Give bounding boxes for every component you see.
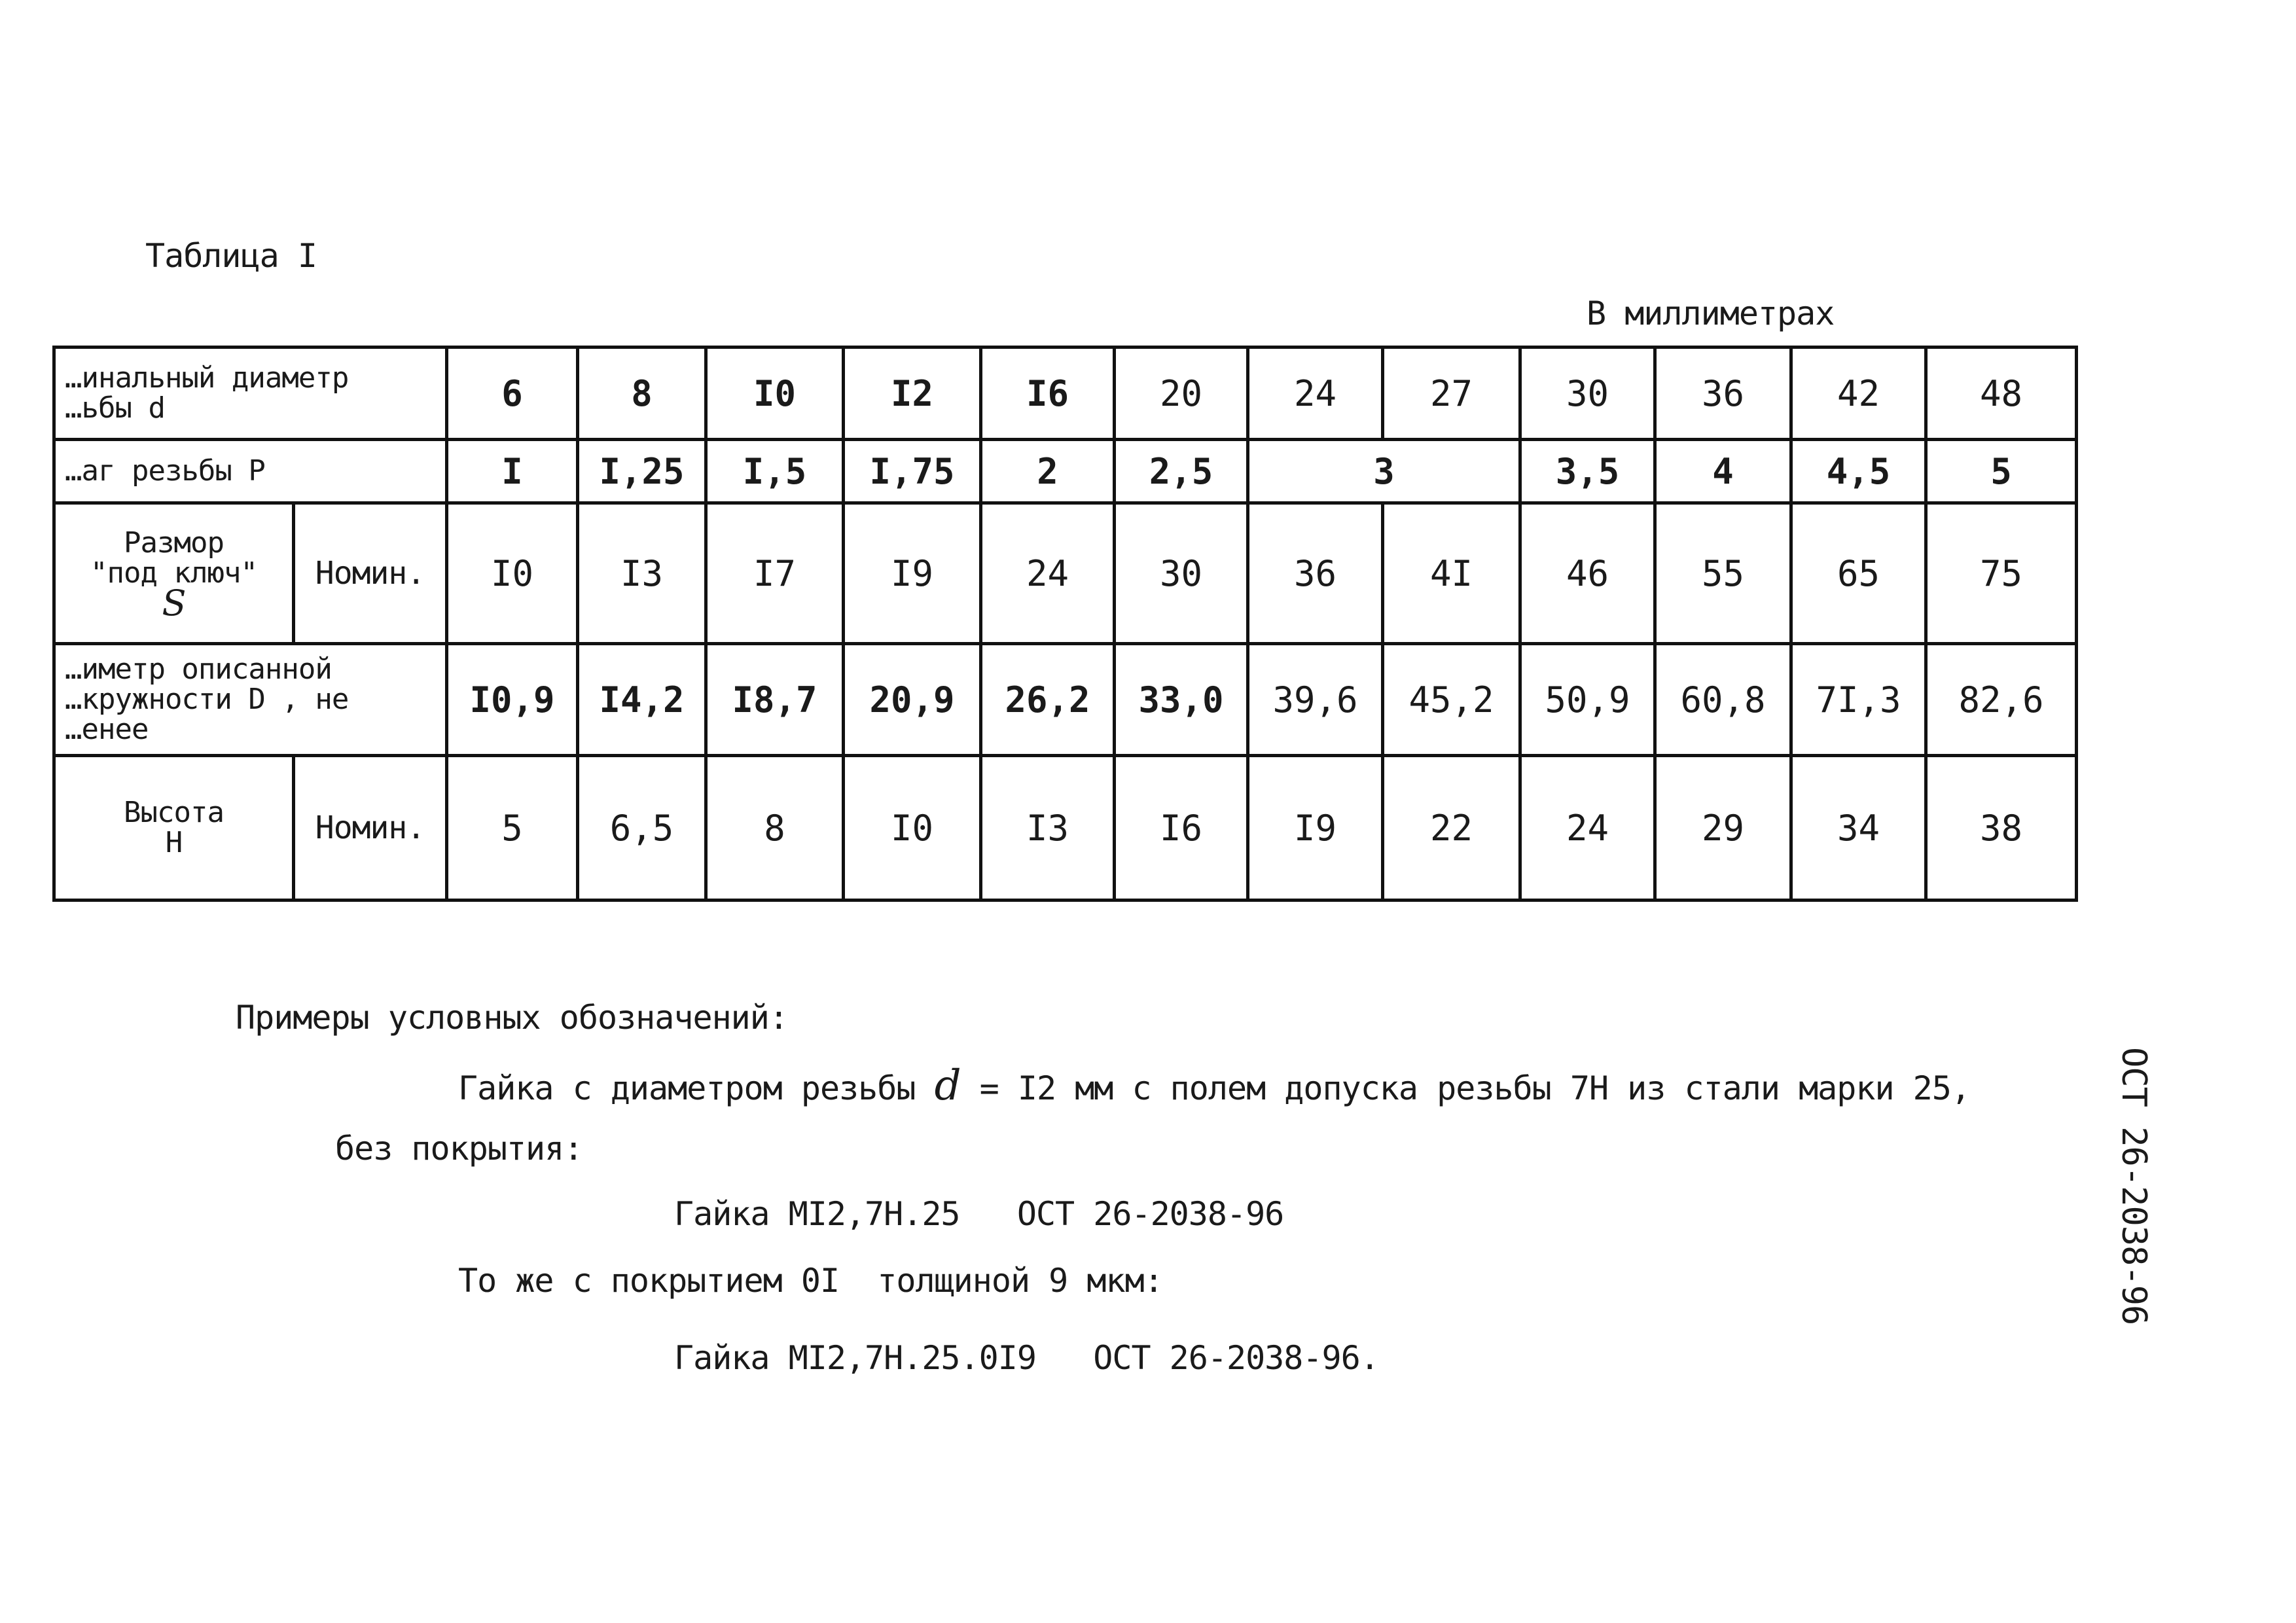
table-cell: 4	[1655, 440, 1791, 503]
table-cell: I0,9	[447, 644, 578, 756]
table-cell: I0	[447, 503, 578, 644]
table-cell: I9	[1248, 756, 1383, 901]
table-cell: 29	[1655, 756, 1791, 901]
table-cell: I,75	[844, 440, 981, 503]
table-cell: 27	[1383, 348, 1520, 440]
table-cell: 36	[1248, 503, 1383, 644]
table-cell: 7I,3	[1791, 644, 1926, 756]
row-label-circumscribed-diameter: …иметр описанной …кружности D , не …енее	[54, 644, 447, 756]
table-cell: 22	[1383, 756, 1520, 901]
table-cell: I3	[981, 756, 1115, 901]
dimensions-table	[52, 346, 2078, 902]
table-cell: I8,7	[706, 644, 844, 756]
row-label-thread-pitch: …аг резьбы P	[54, 440, 447, 503]
table-cell: I0	[844, 756, 981, 901]
table-cell: 20	[1115, 348, 1248, 440]
table-cell: 42	[1791, 348, 1926, 440]
table-cell: 30	[1115, 503, 1248, 644]
table-cell: 3	[1248, 440, 1520, 503]
row-sublabel-nominal: Номин.	[294, 756, 447, 901]
table-cell: 5	[447, 756, 578, 901]
table-cell: I7	[706, 503, 844, 644]
table-cell: I6	[981, 348, 1115, 440]
table-cell: 55	[1655, 503, 1791, 644]
table-cell: 48	[1926, 348, 2077, 440]
table-cell: 39,6	[1248, 644, 1383, 756]
table-cell: I0	[706, 348, 844, 440]
row-sublabel-nominal: Номин.	[294, 503, 447, 644]
table-cell: 24	[981, 503, 1115, 644]
table-cell: 4I	[1383, 503, 1520, 644]
table-cell: 6	[447, 348, 578, 440]
example-description-continuation: без покрытия:	[335, 1130, 583, 1168]
table-cell: 82,6	[1926, 644, 2077, 756]
table-cell: 33,0	[1115, 644, 1248, 756]
table-cell: 45,2	[1383, 644, 1520, 756]
table-cell: 2,5	[1115, 440, 1248, 503]
table-cell: 50,9	[1520, 644, 1655, 756]
table-cell: I,5	[706, 440, 844, 503]
table-cell: 75	[1926, 503, 2077, 644]
table-cell: 60,8	[1655, 644, 1791, 756]
table-row	[54, 644, 2077, 756]
table-cell: 65	[1791, 503, 1926, 644]
table-cell: 20,9	[844, 644, 981, 756]
example-description-line: Гайка с диаметром резьбы d = I2 мм с полем допуска резьбы 7Н из стали марки 25,	[458, 1061, 1970, 1110]
table-cell: 34	[1791, 756, 1926, 901]
row-label-height: Высота Н	[54, 756, 294, 901]
table-row	[54, 348, 2077, 440]
table-cell: I3	[578, 503, 706, 644]
table-row	[54, 756, 2077, 901]
table-cell: I9	[844, 503, 981, 644]
table-cell: I6	[1115, 756, 1248, 901]
table-cell: 3,5	[1520, 440, 1655, 503]
table-cell: I,25	[578, 440, 706, 503]
table-cell: 8	[706, 756, 844, 901]
table-cell: 36	[1655, 348, 1791, 440]
table-cell: 30	[1520, 348, 1655, 440]
table-cell: 26,2	[981, 644, 1115, 756]
table-cell: I4,2	[578, 644, 706, 756]
table-cell: 24	[1248, 348, 1383, 440]
example-designation-coated: Гайка МI2,7Н.25.0I9 ОСТ 26-2038-96.	[674, 1339, 1379, 1377]
table-cell: I	[447, 440, 578, 503]
row-label-thread-diameter: …инальный диаметр …ьбы d	[54, 348, 447, 440]
table-row	[54, 503, 2077, 644]
table-cell: 2	[981, 440, 1115, 503]
examples-heading: Примеры условных обозначений:	[236, 999, 788, 1037]
row-label-wrench-size: Размор "под ключ" S	[54, 503, 294, 644]
table-cell: 4,5	[1791, 440, 1926, 503]
table-cell: 6,5	[578, 756, 706, 901]
table-caption: Таблица I	[145, 237, 317, 275]
example-description-coated: То же с покрытием 0I толщиной 9 мкм:	[458, 1262, 1163, 1300]
standard-code-margin: ОСТ 26-2038-96	[2114, 1047, 2153, 1325]
table-cell: 8	[578, 348, 706, 440]
table-cell: 46	[1520, 503, 1655, 644]
table-row	[54, 440, 2077, 503]
table-cell: 5	[1926, 440, 2077, 503]
example-designation: Гайка МI2,7Н.25 ОСТ 26-2038-96	[674, 1195, 1284, 1233]
table-cell: I2	[844, 348, 981, 440]
table-cell: 24	[1520, 756, 1655, 901]
table-cell: 38	[1926, 756, 2077, 901]
units-note: В миллиметрах	[1587, 294, 1835, 332]
